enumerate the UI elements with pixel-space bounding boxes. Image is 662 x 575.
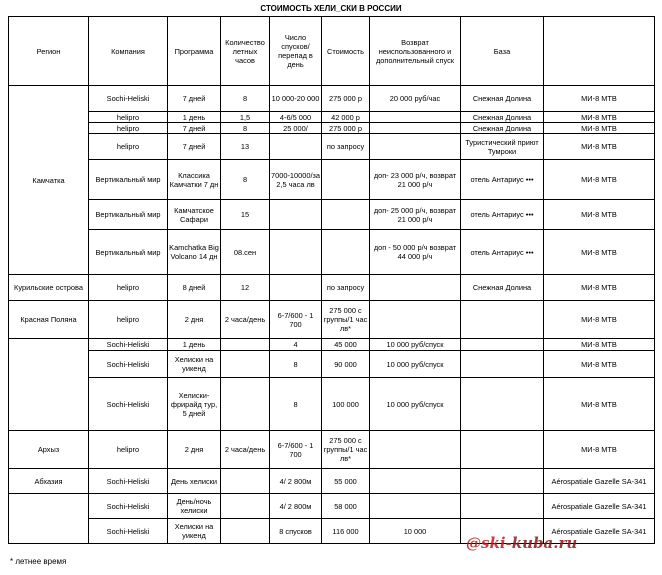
- aircraft-cell: МИ-8 МТВ: [544, 134, 655, 160]
- table-row: [9, 494, 655, 519]
- runs-cell: 25 000/: [270, 123, 322, 134]
- runs-cell: 7000-10000/за 2,5 часа лв: [270, 160, 322, 200]
- refund-cell: 10 000: [370, 519, 461, 544]
- aircraft-cell: МИ-8 МТВ: [544, 123, 655, 134]
- hours-cell: 1,5: [221, 112, 270, 123]
- program-cell: 7 дней: [168, 123, 221, 134]
- price-cell: 100 000: [322, 378, 370, 431]
- base-cell: отель Антариус •••: [461, 230, 544, 275]
- runs-cell: 8 спусков: [270, 519, 322, 544]
- hours-cell: 08.сен: [221, 230, 270, 275]
- refund-cell: [370, 112, 461, 123]
- header-flight-hours: Количество летных часов: [221, 17, 270, 86]
- hours-cell: [221, 469, 270, 494]
- aircraft-cell: МИ-8 МТВ: [544, 112, 655, 123]
- company-cell: Sochi-Heliski: [89, 86, 168, 112]
- region-cell: Камчатка: [9, 86, 89, 275]
- program-cell: 7 дней: [168, 86, 221, 112]
- price-cell: [322, 160, 370, 200]
- base-cell: [461, 351, 544, 378]
- hours-cell: 8: [221, 160, 270, 200]
- header-refund: Возврат неиспользованного и дополнительный спуск: [370, 17, 461, 86]
- refund-cell: [370, 275, 461, 301]
- header-base: База: [461, 17, 544, 86]
- heliski-price-table: [8, 16, 655, 544]
- company-cell: helipro: [89, 112, 168, 123]
- refund-cell: [370, 494, 461, 519]
- runs-cell: [270, 230, 322, 275]
- base-cell: [461, 339, 544, 351]
- aircraft-cell: МИ-8 МТВ: [544, 200, 655, 230]
- runs-cell: 8: [270, 378, 322, 431]
- program-cell: День/ночь хелиски: [168, 494, 221, 519]
- header-program: Программа: [168, 17, 221, 86]
- refund-cell: 10 000 руб/спуск: [370, 351, 461, 378]
- program-cell: Камчатское Сафари: [168, 200, 221, 230]
- base-cell: Снежная Долина: [461, 275, 544, 301]
- hours-cell: [221, 351, 270, 378]
- table-row: [9, 351, 655, 378]
- refund-cell: [370, 123, 461, 134]
- hours-cell: [221, 339, 270, 351]
- program-cell: Хелиски на уикенд: [168, 351, 221, 378]
- program-cell: День хелиски: [168, 469, 221, 494]
- hours-cell: 12: [221, 275, 270, 301]
- table-row: [9, 160, 655, 200]
- company-cell: Sochi-Heliski: [89, 519, 168, 544]
- table-row: [9, 200, 655, 230]
- table-header-row: [9, 17, 655, 86]
- region-cell: Абхазия: [9, 469, 89, 494]
- hours-cell: 8: [221, 86, 270, 112]
- base-cell: [461, 301, 544, 339]
- aircraft-cell: МИ-8 МТВ: [544, 431, 655, 469]
- company-cell: helipro: [89, 431, 168, 469]
- page-title: СТОИМОСТЬ ХЕЛИ_СКИ В РОССИИ: [260, 4, 402, 13]
- company-cell: helipro: [89, 134, 168, 160]
- price-cell: по запросу: [322, 134, 370, 160]
- header-runs-per-day: Число спусков/ перепад в день: [270, 17, 322, 86]
- aircraft-cell: МИ-8 МТВ: [544, 351, 655, 378]
- price-cell: по запросу: [322, 275, 370, 301]
- hours-cell: 15: [221, 200, 270, 230]
- region-cell-empty: [9, 494, 89, 544]
- aircraft-cell: Aérospatiale Gazelle SA-341: [544, 469, 655, 494]
- price-cell: 90 000: [322, 351, 370, 378]
- header-aircraft: [544, 17, 655, 86]
- region-cell: Архыз: [9, 431, 89, 469]
- table-row: [9, 431, 655, 469]
- aircraft-cell: МИ-8 МТВ: [544, 86, 655, 112]
- refund-cell: 10 000 руб/спуск: [370, 378, 461, 431]
- price-cell: [322, 200, 370, 230]
- price-cell: 42 000 р: [322, 112, 370, 123]
- refund-cell: доп- 23 000 р/ч, возврат 21 000 р/ч: [370, 160, 461, 200]
- runs-cell: 8: [270, 351, 322, 378]
- program-cell: Kamchatka Big Volcano 14 дн: [168, 230, 221, 275]
- aircraft-cell: Aérospatiale Gazelle SA-341: [544, 519, 655, 544]
- program-cell: 2 дня: [168, 431, 221, 469]
- price-cell: 55 000: [322, 469, 370, 494]
- program-cell: 1 день: [168, 339, 221, 351]
- table-row: [9, 469, 655, 494]
- region-cell: Курильские острова: [9, 275, 89, 301]
- base-cell: [461, 494, 544, 519]
- table-row: [9, 378, 655, 431]
- base-cell: Туристический приют Тумроки: [461, 134, 544, 160]
- aircraft-cell: МИ-8 МТВ: [544, 160, 655, 200]
- region-cell: Красная Поляна: [9, 301, 89, 339]
- company-cell: helipro: [89, 275, 168, 301]
- runs-cell: 6-7/600 - 1 700: [270, 301, 322, 339]
- aircraft-cell: Aérospatiale Gazelle SA-341: [544, 494, 655, 519]
- price-cell: 58 000: [322, 494, 370, 519]
- aircraft-cell: МИ-8 МТВ: [544, 339, 655, 351]
- refund-cell: [370, 469, 461, 494]
- company-cell: Sochi-Heliski: [89, 494, 168, 519]
- price-cell: 275 000 с группы/1 час лв*: [322, 301, 370, 339]
- price-cell: 45 000: [322, 339, 370, 351]
- runs-cell: 4/ 2 800м: [270, 469, 322, 494]
- refund-cell: доп - 50 000 р/ч возврат 44 000 р/ч: [370, 230, 461, 275]
- table-row: [9, 112, 655, 123]
- aircraft-cell: МИ-8 МТВ: [544, 378, 655, 431]
- hours-cell: 8: [221, 123, 270, 134]
- program-cell: 1 день: [168, 112, 221, 123]
- price-cell: 275 000 с группы/1 час лв*: [322, 431, 370, 469]
- refund-cell: 20 000 руб/час: [370, 86, 461, 112]
- refund-cell: [370, 431, 461, 469]
- base-cell: Снежная Долина: [461, 112, 544, 123]
- program-cell: Хелиски на уикенд: [168, 519, 221, 544]
- region-cell-empty: [9, 339, 89, 431]
- hours-cell: [221, 378, 270, 431]
- base-cell: [461, 431, 544, 469]
- refund-cell: 10 000 руб/спуск: [370, 339, 461, 351]
- company-cell: Sochi-Heliski: [89, 378, 168, 431]
- footnote: * летнее время: [10, 557, 67, 566]
- program-cell: Хелиски-фрирайд тур, 5 дней: [168, 378, 221, 431]
- base-cell: Снежная Долина: [461, 86, 544, 112]
- table-row: [9, 275, 655, 301]
- base-cell: отель Антариус •••: [461, 160, 544, 200]
- base-cell: Снежная Долина: [461, 123, 544, 134]
- aircraft-cell: МИ-8 МТВ: [544, 275, 655, 301]
- program-cell: 8 дней: [168, 275, 221, 301]
- runs-cell: [270, 134, 322, 160]
- price-cell: 116 000: [322, 519, 370, 544]
- company-cell: Sochi-Heliski: [89, 339, 168, 351]
- program-cell: 2 дня: [168, 301, 221, 339]
- company-cell: Sochi-Heliski: [89, 351, 168, 378]
- watermark-logo: @ski-kuba.ru: [466, 534, 578, 552]
- refund-cell: доп- 25 000 р/ч, возврат 21 000 р/ч: [370, 200, 461, 230]
- hours-cell: 2 часа/день: [221, 301, 270, 339]
- runs-cell: [270, 200, 322, 230]
- runs-cell: 4/ 2 800м: [270, 494, 322, 519]
- runs-cell: [270, 275, 322, 301]
- refund-cell: [370, 134, 461, 160]
- refund-cell: [370, 301, 461, 339]
- aircraft-cell: МИ-8 МТВ: [544, 230, 655, 275]
- company-cell: Вертикальный мир: [89, 200, 168, 230]
- table-row: [9, 301, 655, 339]
- runs-cell: 6-7/600 - 1 700: [270, 431, 322, 469]
- company-cell: helipro: [89, 123, 168, 134]
- company-cell: helipro: [89, 301, 168, 339]
- aircraft-cell: МИ-8 МТВ: [544, 301, 655, 339]
- program-cell: Классика Камчатки 7 дн: [168, 160, 221, 200]
- company-cell: Вертикальный мир: [89, 160, 168, 200]
- table-row: [9, 134, 655, 160]
- table-row: [9, 339, 655, 351]
- runs-cell: 4-6/5 000: [270, 112, 322, 123]
- base-cell: отель Антариус •••: [461, 200, 544, 230]
- base-cell: [461, 469, 544, 494]
- header-price: Стоимость: [322, 17, 370, 86]
- table-row: [9, 230, 655, 275]
- price-cell: [322, 230, 370, 275]
- header-region: Регион: [9, 17, 89, 86]
- hours-cell: 13: [221, 134, 270, 160]
- company-cell: Sochi-Heliski: [89, 469, 168, 494]
- hours-cell: [221, 519, 270, 544]
- price-cell: 275 000 р: [322, 123, 370, 134]
- runs-cell: 10 000-20 000: [270, 86, 322, 112]
- hours-cell: [221, 494, 270, 519]
- price-cell: 275 000 р: [322, 86, 370, 112]
- company-cell: Вертикальный мир: [89, 230, 168, 275]
- hours-cell: 2 часа/день: [221, 431, 270, 469]
- table-row: [9, 86, 655, 112]
- header-company: Компания: [89, 17, 168, 86]
- program-cell: 7 дней: [168, 134, 221, 160]
- runs-cell: 4: [270, 339, 322, 351]
- base-cell: [461, 378, 544, 431]
- table-row: [9, 123, 655, 134]
